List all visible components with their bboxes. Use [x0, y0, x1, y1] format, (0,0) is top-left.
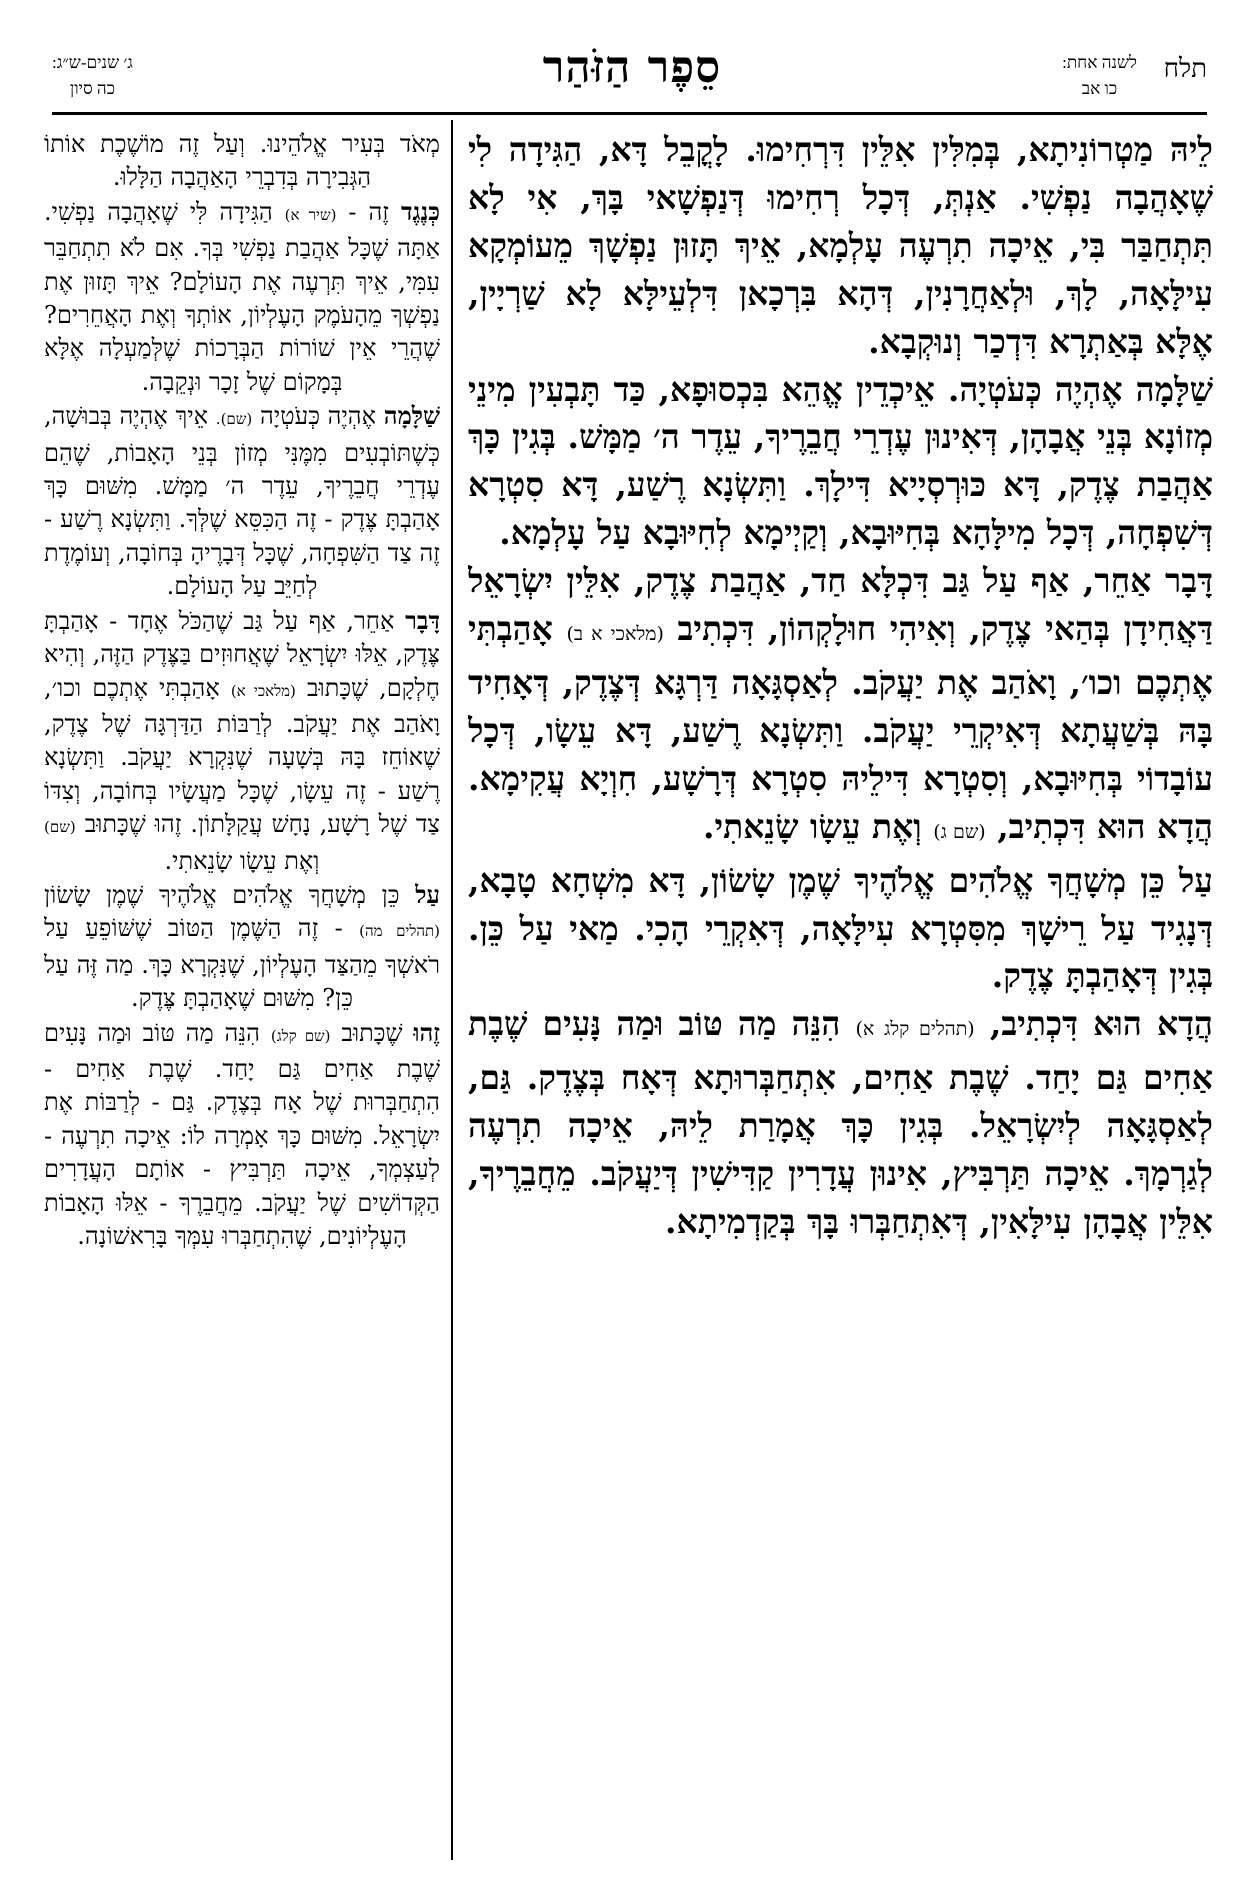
- paragraph-text: אָהַבְתִּי אֶתְכֶם וכו׳, וָאֹהַב אֶת יַעֲקֹב. לְאַסְגָּאָה דַּרְגָּא דְּצֶדֶק, דְּאָחִיד בָּהּ בְּשַׁעֲתָא דְּאִיקְרֵי יַעֲקֹב. וַתִּשְׂנָא רֶשַׁע, דָּא עֵשָׂו, דְּכָל עוֹבָדוֹי בְּחִיּוּבָא, וְסִטְרָא דִּילֵיהּ סִטְרָא דְּרָשָׁע, חִוְיָא עֲקִימָא. הֲדָא הוּא דִּכְתִיב,: [468, 609, 1213, 846]
- paragraph-text: אֶהְיֶה כְּעֹטְיָה. אֵיכְדֵין אֱהֵא בִּכְסוּפָא, כַּד תָּבְעִין מִינֵי מְזוֹנָא בְּנֵי אֲבָהָן, דְּאִינוּן עֶדְרֵי חֲבֵרֶיךָ, עֵדֶר ה׳ מַמָּשׁ. בְּגִין כָּךְ אַהֲבַת צֶדֶק, דָּא כּוּרְסְיָיא דִּילָךְ. וַתִּשְׂנָא רֶשַׁע, דָּא סִטְרָא דְּשִׁפְחָה, דְּכָל מִילָּהָא בְּחִיּוּבָא, וְקַיְימָא לְחִיּוּבָא עַל עָלְמָא.: [468, 369, 1213, 553]
- schedule-label: ג׳ שנים-ש״ג:: [52, 53, 133, 72]
- paragraph-text: אֵיךְ אֶהְיֶה בְּבוּשָׁה, כְּשֶׁתּוֹבְעִים מִמֶּנִּי מְזוֹן בְּנֵי הָאָבוֹת, שֶׁהֵם עֶדְרֵי חֲבֵרֶיךָ, עֵדֶר ה׳ מַמָּשׁ. מִשּׁוּם כָּךְ אָהַבְתָּ צֶּדֶק - זֶה הַכִּסֵּא שֶׁלְּךָ. וַתִּשְׂנָא רֶשַׁע - זֶה צַד הַשִּׁפְחָה, שֶׁכָּל דְּבָרֶיהָ בְּחוֹבָה, וְעוֹמֶדֶת לְחַיֵּב עַל הָעוֹלָם.: [44, 402, 440, 601]
- verse-reference: (שם).: [215, 410, 253, 429]
- paragraph-lead-word: כְּנֶגֶד: [400, 196, 440, 226]
- paragraph-text: כֵּן מְשָׁחֲךָ אֱלֹהִים אֱלֹהֶיךָ שֶׁמֶן שָׂשׂוֹן: [44, 880, 416, 909]
- main-paragraph: [468, 857, 1213, 1001]
- verse-reference: (מלאכי א ב): [566, 623, 664, 646]
- page-header: [52, 40, 1207, 120]
- paragraph-lead-word: דָּבָר: [1165, 561, 1213, 601]
- paragraph-text: כֵּן מְשָׁחֲךָ אֱלֹהִים אֱלֹהֶיךָ שֶׁמֶן שָׂשׂוֹן, דָּא מִשְׁחָא טָבָא, דְּנָגִיד עַל רֵישָׁךְ מִסִּטְרָא עִילָּאָה, דְּאִקְרֵי הָכִי. מַאי עַל כֵּן. בְּגִין דְּאָהַבְתָּ צֶדֶק.: [468, 860, 1213, 996]
- translation-paragraph: [44, 604, 440, 878]
- paragraph-text: אַחֵר, אַף עַל גַּב שֶׁהַכֹּל אֶחָד - אָהַבְתָּ צֶּדֶק, אֵלּוּ יִשְׂרָאֵל שֶׁאֲחוּזִים בַּצֶּדֶק הַזֶּה, וְהִיא חֶלְקָם, שֶׁכָּתוּב: [44, 606, 440, 702]
- paragraph-text: הִנֵּה מַה טּוֹב וּמַה נָּעִים שֶׁבֶת אַחִים גַּם יָחַד. שֶׁבֶת אַחִים, אִתְחַבְּרוּתָא דְּאָח בְּצֶדֶק. גַּם, לְאַסְגָּאָה לְיִשְׂרָאֵל. בְּגִין כָּךְ אֲמָרַת לֵיהּ, אֵיכָה תִרְעֶה לְגַרְמָךְ. אֵיכָה תַּרְבִּיץ, אִינוּן עֲדָרִין קַדִּישִׁין דְּיַעֲקֹב. מֵחֲבֵרֶיךָ, אִלֵּין אֲבָהָן עִילָּאִין, דְּאִתְחַבְּרוּ בָּךְ בְּקַדְמִיתָא.: [468, 1004, 1213, 1241]
- translation-column: [44, 128, 440, 1868]
- daily-schedule-three-years: [52, 50, 133, 102]
- paragraph-text: הִנֵּה מַה טּוֹב וּמַה נָּעִים שֶׁבֶת אַחִים גַּם יָחַד. שֶׁבֶת אַחִים - הִתְחַבְּרוּת שֶׁל אָח בְּצֶדֶק. גַּם - לְרַבּוֹת אֶת יִשְׂרָאֵל. מִשּׁוּם כָּךְ אָמְרָה לוֹ: אֵיכָה תִרְעֶה - לְעַצְמְךָ, אֵיכָה תַּרְבִּיץ - אוֹתָם הָעֲדָרִים הַקְּדוֹשִׁים שֶׁל יַעֲקֹב. מֵחֲבֵרֶךָ - אֵלּוּ הָאָבוֹת הָעֶלְיוֹנִים, שֶׁהִתְחַבְּרוּ עִמְּךָ בָּרִאשׁוֹנָה.: [44, 1018, 440, 1250]
- paragraph-text: אַחֵר, אַף עַל גַּב דִּכְלָּא חַד, אַהֲבַת צֶדֶק, אִלֵּין יִשְׂרָאֵל דַּאֲחִידָן בְּהַאי צֶדֶק, וְאִיהִי חוּלָקְהוֹן, דִּכְתִיב: [468, 561, 1213, 649]
- paragraph-lead-word: עַל: [1178, 860, 1213, 900]
- paragraph-text: מְאֹד בְּעִיר אֱלֹהֵינוּ. וְעַל זֶה מוֹשֶׁכֶת אוֹתוֹ הַגְּבִירָה בְּדִבְרֵי הָאַהֲבָה הַלָּלוּ.: [44, 130, 440, 192]
- paragraph-text: זֶה -: [348, 197, 401, 226]
- paragraph-lead-word: עַל: [415, 879, 440, 909]
- translation-paragraph: [44, 878, 440, 1016]
- paragraph-lead-word: שַׁלָּמָה: [1135, 369, 1213, 409]
- main-paragraph: [468, 1000, 1213, 1246]
- paragraph-lead-word: הֲדָא: [1156, 1004, 1213, 1044]
- verse-reference: (שם ג): [933, 820, 986, 843]
- schedule-date: כה סיון: [69, 79, 116, 98]
- verse-reference: (תהלים קלג א): [855, 1018, 975, 1041]
- paragraph-text: אֶהְיֶה כְּעֹטְיָה: [260, 402, 384, 431]
- schedule-date: כו אב: [1081, 79, 1118, 98]
- paragraph-text: - זֶה הַשֶּׁמֶן הַטּוֹב שֶׁשּׁוֹפֵעַ עַל רֹאשְׁךָ מֵהַצַּד הָעֶלְיוֹן, שֶׁנִּקְרָא כָּךְ. מַה זֶּה עַל כֵּן? מִשּׁוּם שֶׁאָהַבְתָּ צֶּדֶק.: [44, 914, 440, 1013]
- main-text-column: [468, 126, 1213, 1866]
- translation-paragraph: [44, 128, 440, 195]
- verse-reference: (שם קלג): [270, 1026, 331, 1045]
- paragraph-text: שֶׁכָּתוּב: [341, 1018, 414, 1047]
- column-divider: [451, 120, 453, 1860]
- translation-paragraph: [44, 1016, 440, 1254]
- translation-paragraph: [44, 195, 440, 399]
- main-paragraph: [468, 366, 1213, 558]
- verse-reference: (מלאכי א): [230, 681, 296, 700]
- paragraph-lead-word: דָּבָר: [405, 605, 440, 635]
- paragraph-text: הוּא דִּכְתִיב,: [989, 1004, 1157, 1044]
- daily-schedule-one-year: [1062, 50, 1137, 102]
- paragraph-text: וְאֶת עֵשָׂו שָׂנֵאתִי.: [164, 846, 320, 875]
- schedule-label: לשנה אחת:: [1062, 53, 1137, 72]
- paragraph-text: וְאֶת עֵשָׂו שָׂנֵאתִי.: [702, 806, 934, 846]
- main-paragraph: [468, 126, 1213, 366]
- paragraph-lead-word: זֶהוּ: [413, 1017, 440, 1047]
- paragraph-text: לֵיהּ מַטְרוֹנִיתָא, בְּמִלִּין אִלֵּין דִּרְחִימוּ. לָקֳבֵל דָּא, הַגִּידָה לִי שֶׁאָהֲבָה נַפְשִׁי. אַנְתְּ, דְּכָל רְחִימוּ דְּנַפְשָׁאי בָּךְ, אִי לָא תִּתְחַבַּר בִּי, אֵיכָה תִרְעֶה עָלְמָא, אֵיךְ תָּזוּן נַפְשָׁךְ מֵעוֹמְקָא עִילָּאָה, לָךְ, וּלְאַחֲרָנִין, דְּהָא בִּרְכָאן דִּלְעֵילָּא לָא שַׁרְיָין, אֶלָּא בְּאַתְרָא דִּדְכַר וְנוּקְבָא.: [468, 130, 1213, 361]
- page-number: תלח: [1163, 54, 1207, 83]
- main-paragraph: [468, 557, 1213, 856]
- paragraph-lead-word: שַׁלָּמָה: [383, 401, 440, 431]
- header-divider: [52, 112, 1207, 115]
- verse-reference: (תהלים מה): [359, 922, 440, 941]
- verse-reference: (שיר א): [284, 205, 337, 224]
- translation-paragraph: [44, 399, 440, 603]
- verse-reference: (שם): [44, 818, 76, 837]
- book-title: סֵפֶר הַזֹּהַר: [542, 42, 722, 93]
- paragraph-text: הַגִּידָה לִּי שֶׁאָהֲבָה נַפְשִׁי. אַתָּה שֶׁכָּל אַהֲבַת נַפְשִׁי בְּךָ. אִם לֹא תִתְחַבֵּר עִמִּי, אֵיךְ תִּרְעֶה אֶת הָעוֹלָם? אֵיךְ תָּזוּן אֶת נַפְשְׁךָ מֵהָעֹמֶק הָעֶלְיוֹן, אוֹתְךָ וְאֶת הָאֲחֵרִים? שֶׁהֲרֵי אֵין שׁוֹרוֹת הַבְּרָכוֹת שֶׁלְּמַעְלָה אֶלָּא בְּמָקוֹם שֶׁל זָכָר וּנְקֵבָה.: [44, 197, 440, 396]
- paragraph-text: אָהַבְתִּי אֶתְכֶם וכו׳, וָאֹהַב אֶת יַעֲקֹב. לְרַבּוֹת הַדַּרְגָּה שֶׁל צֶדֶק, שֶׁאוֹחֵז בָּהּ בְּשָׁעָה שֶׁנִּקְרָא יַעֲקֹב. וַתִּשְׂנָא רֶשַׁע - זֶה עֵשָׂו, שֶׁכָּל מַעֲשָׂיו בְּחוֹבָה, וְצִדּוֹ צַד שֶׁל רָשָׁע, נָחָשׁ עֲקַלָּתוֹן. זֶהוּ שֶׁכָּתוּב: [44, 673, 440, 839]
